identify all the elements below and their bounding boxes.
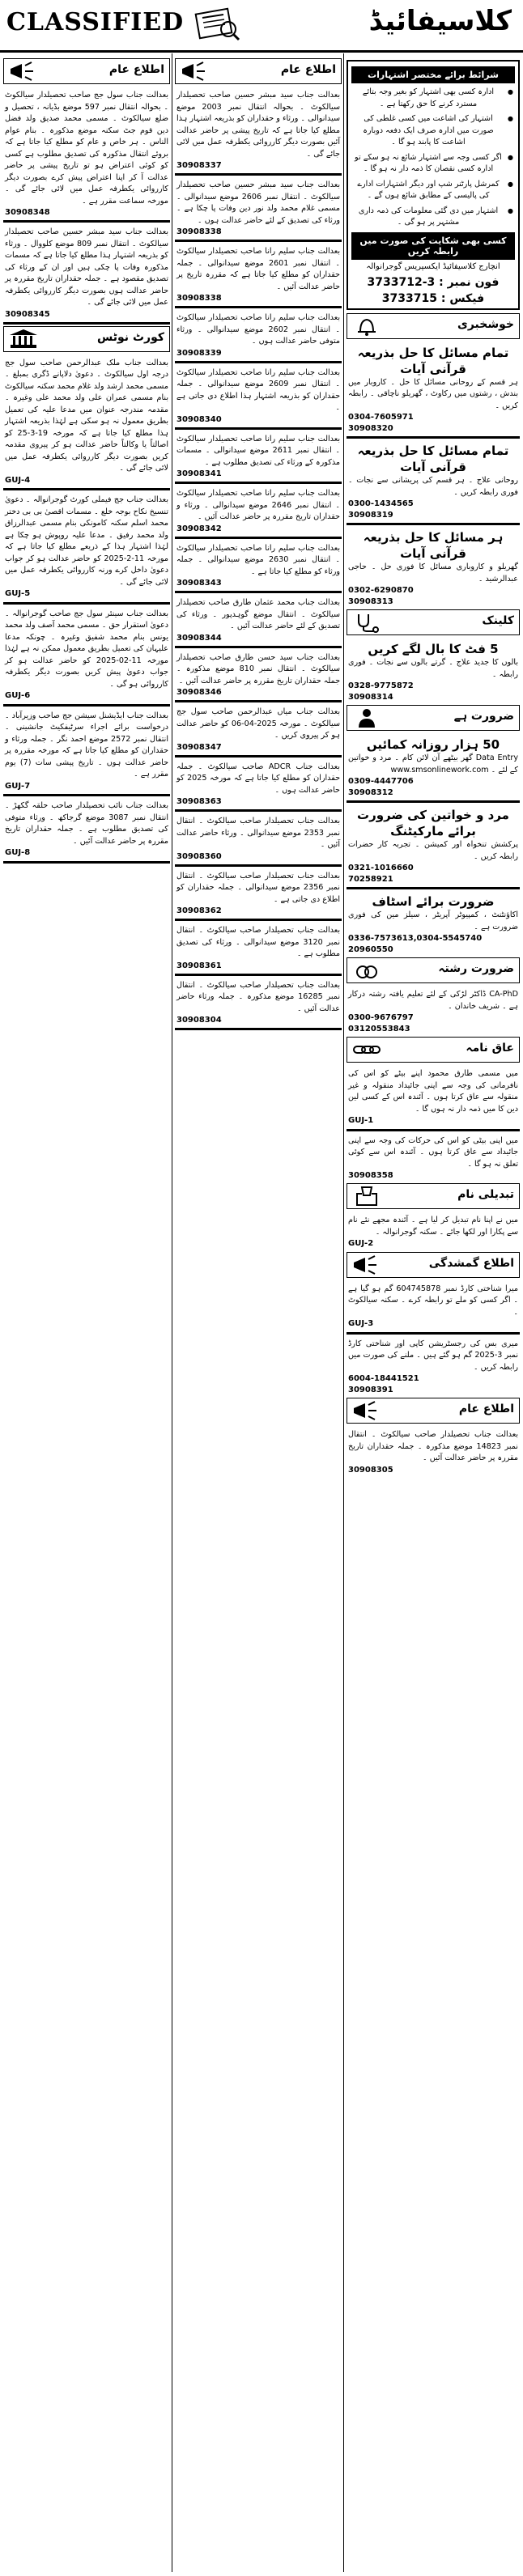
rule-item: ● کمرشل پارٹنر شپ اور دیگر اشتہارات ادارے کی پالیسی کے مطابق شائع ہوں گے ۔ <box>351 177 515 204</box>
ad-reference: 30908338 <box>176 227 222 236</box>
megaphone-icon <box>7 61 40 82</box>
column-right <box>347 57 520 2570</box>
ad-phone: 0300-9676797 <box>348 1013 414 1022</box>
classified-ad: بعدالت جناب سلیم رانا صاحب تحصیلدار سیالکوٹ ۔ انتقال نمبر 2611 موضع سیدانوالی ۔ مسمات مذکورہ کے ورثاء کی تصدیق مطلوب ہے ۔ 30908341 <box>176 434 341 478</box>
classified-ad: بعدالت جناب سلیم رانا صاحب تحصیلدار سیالکوٹ ۔ انتقال نمبر 2630 موضع سیدانوالی ۔ جملہ ورثاء کو مطلع کیا جاتا ہے ۔ 30908343 <box>176 543 340 588</box>
classified-ad: ہر مسائل کا حل بذریعہ قرآنی آیات گھریلو و کاروباری مسائل کا فوری حل ۔ حاجی عبدالرشید ۔ 0302-6290870 30908313 <box>348 530 518 606</box>
classified-ad: تمام مسائل کا حل بذریعہ قرآنی آیات ہر قسم کے روحانی مسائل کا حل ۔ کاروبار میں بندش ، رشتوں میں رکاوٹ ، گھریلو ناچاقی ۔ رابطہ کریں ۔ 0304-7605971 30908320 <box>348 345 518 433</box>
classified-ad: میری بس کی رجسٹریشن کاپی اور شناختی کارڈ نمبر 3-2025 گم ہو گئے ہیں ۔ ملنے کی صورت میں رابطہ کریں ۔ 6004-18441521 30908391 <box>348 1339 518 1394</box>
ad-reference: 30908361 <box>176 961 222 970</box>
ad-reference: 30908319 <box>348 511 393 520</box>
classified-ad: میرا شناختی کارڈ نمبر 604745878 گم ہو گیا ہے ۔ اگر کسی کو ملے تو رابطہ کرے ۔ سکنہ سیالکوٹ ۔ GUJ-3 <box>347 1281 520 1330</box>
rule-item: ● اشتہار میں دی گئی معلومات کی ذمہ داری مشتہر پر ہو گی ۔ <box>351 204 515 231</box>
classified-ad: میں اپنی بیٹی کو اس کی حرکات کی وجہ سے اپنی جائیداد سے عاق کرتا ہوں ۔ آئندہ اس سے کوئی تعلق نہ ہو گا ۔ 30908358 <box>348 1135 518 1180</box>
classified-ad: بعدالت جناب ایڈیشنل سیشن جج صاحب وزیرآباد ۔ درخواست برائے اجراء سرٹیفکیٹ جانشینی ۔ انتقال نمبر 2572 موضع احمد نگر ۔ جملہ ورثاء و حقداران کو مطلع کیا جاتا ہے کہ مورخہ مقررہ پر حاضر عدالت ہوں ۔ تاریخ پیشی سات (7) یوم مقرر ہے ۔ GUJ-7 <box>3 708 170 793</box>
classified-ad: بعدالت جناب ADCR صاحب سیالکوٹ ۔ جملہ حقداران کو مطلع کیا جاتا ہے کہ مورخہ 2025 کو حاضر عدالت ہوں ۔ 30908363 <box>176 762 340 806</box>
ad-separator <box>175 755 342 758</box>
ad-separator <box>347 1332 520 1335</box>
ad-reference: 30908347 <box>176 742 222 752</box>
ad-reference: 30908304 <box>176 1016 222 1025</box>
ad-reference: 30908312 <box>348 788 393 797</box>
ad-separator <box>3 220 170 223</box>
ad-reference: 30908344 <box>176 633 222 643</box>
section-heading-name-change: تبدیلی نام <box>347 1183 520 1209</box>
ad-phone: 6004-18441521 <box>348 1374 419 1383</box>
megaphone-icon <box>351 1400 383 1421</box>
classified-ad: بعدالت جناب تحصیلدار صاحب سیالکوٹ ۔ انتقال نمبر 16285 موضع مذکورہ ۔ جملہ ورثاء حاضر عدالت آئیں ۔ 30908304 <box>176 980 340 1025</box>
phone-line: 3733712-3 : فون نمبر <box>367 275 500 289</box>
ad-reference: 30908339 <box>176 348 222 358</box>
section-heading-good-news: خوشخبری <box>347 313 520 339</box>
classified-ad: میں نے اپنا نام تبدیل کر لیا ہے ۔ آئندہ مجھے نئے نام سے پکارا اور لکھا جائے ۔ سکنہ گوجرانوالہ ۔ GUJ-2 <box>347 1212 520 1250</box>
ad-phone: 0321-1016660 <box>348 864 414 872</box>
classified-ad: بعدالت جناب سید حسن طارق صاحب تحصیلدار سیالکوٹ ۔ انتقال نمبر 810 موضع مذکورہ ۔ جملہ حقداران تاریخ مقررہ پر حاضر عدالت آئیں ۔ 30908346 <box>176 652 340 697</box>
bell-icon <box>351 316 383 337</box>
megaphone-icon <box>351 1254 383 1275</box>
ad-reference: 30908340 <box>176 414 222 424</box>
rule-item: ● ادارہ کسی بھی اشتہار کو بغیر وجہ بتائے مسترد کرنے کا حق رکھتا ہے ۔ <box>351 85 515 112</box>
classified-ad: بعدالت جناب سلیم رانا صاحب تحصیلدار سیالکوٹ ۔ انتقال نمبر 2602 موضع سیدانوالی ۔ ورثاء متوفی حاضر عدالت ہوں ۔ 30908339 <box>176 313 340 358</box>
complaint-contact-heading: کسی بھی شکایت کی صورت میں رابطہ کریں <box>351 232 515 260</box>
classified-ad: بعدالت جناب سید مبشر حسین صاحب تحصیلدار سیالکوٹ ۔ بحوالہ انتقال نمبر 2003 موضع سیدانوالی ۔ ورثاء و حقداران کو بذریعہ اشتہار ہذا مطلع کیا جاتا ہے کہ تاریخ پیشی پر حاضر عدالت آئیں بصورت دیگر کارروائی یکطرفہ عمل میں لائی جائے گی ۔ 30908337 <box>176 91 340 170</box>
ad-reference: GUJ-8 <box>5 848 31 857</box>
ad-separator <box>175 1028 342 1030</box>
ad-separator <box>347 887 520 889</box>
ad-separator <box>175 427 342 430</box>
classified-ad: 50 ہزار روزانہ کمائیں Data Entry گھر بیٹھے آن لائن کام ۔ مرد و خواتین کے لئے ۔ www.smsonlinework.com 0309-4447706 30908312 <box>348 737 519 797</box>
classified-ad: بعدالت جناب سلیم رانا صاحب تحصیلدار سیالکوٹ ۔ انتقال نمبر 2601 موضع سیدانوالی ۔ جملہ حقداران کو مطلع کیا جاتا ہے کہ مقررہ تاریخ پر حاضر عدالت آئیں ۔ 30908338 <box>176 247 340 303</box>
ad-reference: GUJ-6 <box>5 691 31 700</box>
ad-separator <box>347 800 520 803</box>
ad-separator <box>175 591 342 593</box>
classified-ad: بعدالت جناب سینئر سول جج صاحب گوجرانوالہ ۔ دعویٰ استقرار حق ۔ مسمی محمد آصف ولد محمد یونس بنام محمد شفیق وغیرہ ۔ چونکہ مدعا علیہان کی تعمیل بطریق معمول ممکن نہ ہے لہٰذا مورخہ 11-02-2025 کو حاضر عدالت ہو کر جواب دعویٰ پیش کریں بصورت دیگر یکطرفہ کارروائی ہو گی ۔ GUJ-6 <box>3 606 170 702</box>
ad-reference: 30908391 <box>348 1386 393 1394</box>
ad-separator <box>175 482 342 484</box>
ad-separator <box>347 436 520 439</box>
classified-ad: بعدالت جناب سید مبشر حسین صاحب تحصیلدار سیالکوٹ ۔ انتقال نمبر 2606 موضع سیدانوالی ۔ مسمی غلام محمد ولد نور دین وفات پا چکا ہے ۔ ورثاء کی تصدیق کے لئے حاضر عدالت ہوں ۔ 30908338 <box>176 180 340 236</box>
ad-phone: 0328-9775872 <box>348 681 414 690</box>
ad-separator <box>175 173 342 176</box>
megaphone-icon <box>179 61 211 82</box>
ad-reference: 30908360 <box>176 851 222 861</box>
section-heading-public-notice: اطلاع عام <box>347 1398 520 1424</box>
ad-separator <box>3 861 170 864</box>
fax-label: فیکس <box>449 291 485 305</box>
ad-separator <box>3 322 170 325</box>
ad-separator <box>347 1129 520 1131</box>
ad-reference: 30908305 <box>348 1465 393 1475</box>
ad-reference: GUJ-3 <box>348 1319 374 1328</box>
ad-separator <box>175 809 342 812</box>
ad-separator <box>175 864 342 867</box>
classified-ad: بعدالت جناب تحصیلدار صاحب سیالکوٹ ۔ انتقال نمبر 2356 موضع سیدانوالی ۔ جملہ حقداران کو اطلاع دی جاتی ہے ۔ 30908362 <box>176 871 340 915</box>
ad-separator <box>175 306 342 308</box>
ad-separator <box>3 794 170 796</box>
ad-reference: 30908358 <box>348 1171 393 1180</box>
ad-separator <box>3 488 170 490</box>
ad-reference: GUJ-4 <box>5 475 31 485</box>
section-heading-court-notice: کورٹ نوٹس <box>3 326 170 352</box>
person-icon <box>351 707 383 728</box>
header-title-en: CLASSIFIED <box>6 8 185 36</box>
header-title-ur: کلاسیفائیڈ <box>368 5 512 37</box>
rule-item: ● اگر کسی وجہ سے اشتہار شائع نہ ہو سکے تو ادارہ کسی نقصان کا ذمہ دار نہ ہو گا ۔ <box>351 151 515 177</box>
classified-ad: بعدالت جناب تحصیلدار صاحب سیالکوٹ ۔ انتقال نمبر 3120 موضع سیدانوالی ۔ ورثاء کی تصدیق مطلوب ہے ۔ 30908361 <box>176 926 340 970</box>
column-middle <box>175 57 342 2570</box>
ad-phone: 0300-1434565 <box>348 499 414 508</box>
ad-separator <box>175 700 342 702</box>
ad-separator <box>175 646 342 648</box>
rings-icon <box>351 960 383 981</box>
classified-ad: بعدالت جناب سید مبشر حسین صاحب تحصیلدار سیالکوٹ ۔ انتقال نمبر 809 موضع کلووال ۔ ورثاء کو بذریعہ اشتہار ہذا مطلع کیا جاتا ہے کہ مسمات مذکورہ وفات پا چکی ہیں اور ان کے ورثاء کی تصدیق مقصود ہے ۔ جملہ حقداران تاریخ مقررہ پر حاضر عدالت ہوں بصورت دیگر کارروائی یکطرفہ عمل میں لائی جائے گی ۔ 30908345 <box>5 227 168 319</box>
ad-reference: 30908362 <box>176 906 222 915</box>
ad-reference: 30908313 <box>348 597 393 606</box>
ad-reference: GUJ-7 <box>5 781 31 791</box>
ad-separator <box>3 602 170 605</box>
ad-reference: GUJ-5 <box>5 589 31 598</box>
ad-reference: 20960550 <box>348 945 393 954</box>
ad-reference: 30908363 <box>176 797 222 806</box>
ad-separator <box>347 523 520 525</box>
phone-number: 3733712-3 <box>367 275 436 289</box>
classified-ad: تمام مسائل کا حل بذریعہ قرآنی آیات روحانی علاج ۔ ہر قسم کی پریشانی سے نجات ۔ فوری رابطہ کریں ۔ 0300-1434565 30908319 <box>348 443 518 520</box>
ad-reference: 30908320 <box>348 424 393 433</box>
ballot-box-icon <box>351 1186 383 1207</box>
newspaper-icon <box>193 5 241 42</box>
classified-ad: 5 فٹ کا بال لگے کریں بالوں کا جدید علاج ۔ گرتے بالوں سے نجات ۔ فوری رابطہ ۔ 0328-9775872 30908314 <box>348 642 518 702</box>
fax-line: 3733715 : فیکس <box>381 291 485 305</box>
ad-reference: 30908337 <box>176 161 222 170</box>
ad-reference: 30908338 <box>176 294 222 303</box>
classified-ad: بعدالت جناب سلیم رانا صاحب تحصیلدار سیالکوٹ ۔ انتقال نمبر 2646 موضع سیدانوالی ۔ ورثاء و حقداران تاریخ مقررہ پر حاضر عدالت آئیں ۔ 30908342 <box>176 489 340 533</box>
section-heading-clinic: کلینک <box>347 609 520 635</box>
classified-ad: بعدالت جناب نائب تحصیلدار صاحب حلقہ گکھڑ ۔ انتقال نمبر 3087 موضع گرجاکھ ۔ ورثاء متوفی کی تصدیق مطلوب ہے ۔ جملہ حقداران تاریخ مقررہ پر حاضر عدالت آئیں ۔ GUJ-8 <box>3 798 170 859</box>
classified-ad: بعدالت جناب سلیم رانا صاحب تحصیلدار سیالکوٹ ۔ انتقال نمبر 2609 موضع سیدانوالی ۔ جملہ حقداران کو بذریعہ اشتہار ہذا اطلاع دی جاتی ہے ۔ 30908340 <box>176 367 340 424</box>
ad-reference: GUJ-2 <box>348 1239 374 1248</box>
classified-ad: بعدالت جناب ملک عبدالرحمن صاحب سول جج درجہ اول سیالکوٹ ۔ دعویٰ دلاپانے ڈگری بمبلغ ۔ مسمی محمد ارشد ولد غلام محمد سکنہ سیالکوٹ بنام مسمی عمران علی ولد محمد علی وغیرہ ۔ مقدمہ مندرجہ عنوان میں مدعا علیہ کی تعمیل بطریق معمول نہ ہو سکی ہے لہٰذا بذریعہ اشتہار ہذا مطلع کیا جاتا ہے کہ مورخہ 19-3-25 کو اصالتاً یا وکالتاً حاضر عدالت ہو کر پیروی مقدمہ کریں بصورت دیگر کارروائی یکطرفہ عمل میں لائی جائے گی ۔ GUJ-4 <box>3 355 170 487</box>
ad-phone: 0309-4447706 <box>348 777 414 786</box>
ad-separator <box>3 704 170 707</box>
section-heading-disinherit: عاق نامہ <box>347 1037 520 1063</box>
section-heading-public-notice: اطلاع عام <box>3 58 170 84</box>
classified-ad: مرد و خواتین کی ضرورت برائے مارکیٹنگ پرکشش تنخواہ اور کمیشن ۔ تجربہ کار حضرات رابطہ کریں ۔ 0321-1016660 70258921 <box>348 808 518 884</box>
ad-separator <box>175 240 342 242</box>
ad-phone: 0336-7573613,0304-5545740 <box>348 934 483 943</box>
ad-reference: 30908314 <box>348 693 393 702</box>
ad-reference: 30908346 <box>176 688 222 697</box>
classified-ad: بعدالت جناب میاں عبدالرحمن صاحب سول جج سیالکوٹ ۔ مورخہ 2025-04-06 کو حاضر عدالت ہو کر پیروی کریں ۔ 30908347 <box>176 707 340 752</box>
classified-ad: CA-PhD ڈاکٹر لڑکی کے لئے تعلیم یافتہ رشتہ درکار ہے ۔ شریف خاندان ۔ 0300-9676797 03120553843 <box>348 990 518 1033</box>
ad-phone: 0304-7605971 <box>348 413 414 422</box>
ad-separator <box>175 974 342 976</box>
classified-ad: بعدالت جناب تحصیلدار صاحب سیالکوٹ ۔ انتقال نمبر 14823 موضع مذکورہ ۔ جملہ حقداران تاریخ مقررہ پر حاضر عدالت آئیں ۔ 30908305 <box>348 1430 518 1475</box>
column-left <box>3 57 170 2570</box>
section-heading-wanted: ضرورت ہے <box>347 705 520 731</box>
column-divider <box>343 53 344 2572</box>
classified-header <box>0 0 523 53</box>
classified-ad: ضرورت برائے اسٹاف اکاؤنٹنٹ ، کمپیوٹر آپریٹر ، سیلز مین کی فوری ضرورت ہے ۔ 0336-7573613,0304-5545740 20960550 <box>348 894 518 954</box>
section-heading-public-notice: اطلاع عام <box>175 58 342 84</box>
ad-separator <box>175 361 342 363</box>
rule-item: ● اشتہار کی اشاعت میں کسی غلطی کی صورت میں ادارہ صرف ایک دفعہ دوبارہ اشاعت کا پابند ہو گا ۔ <box>351 112 515 151</box>
ad-reference: 30908345 <box>5 309 50 319</box>
rules-heading: شرائط برائے مختصر اشتہارات <box>351 66 515 83</box>
section-heading-marriage: ضرورت رشتہ <box>347 957 520 983</box>
contact-text: انچارج کلاسیفائیڈ ایکسپریس گوجرانوالہ <box>366 261 500 271</box>
phone-label: فون نمبر <box>447 275 500 289</box>
court-building-icon <box>7 329 40 350</box>
ad-reference: 30908343 <box>176 579 222 588</box>
ad-separator <box>175 537 342 539</box>
fax-number: 3733715 <box>381 291 437 305</box>
ad-reference: 30908342 <box>176 524 222 533</box>
ad-reference: 03120553843 <box>348 1025 410 1033</box>
ad-reference: 30908341 <box>176 469 222 478</box>
section-heading-lost: اطلاع گمشدگی <box>347 1252 520 1278</box>
classified-ad: بعدالت جناب جج فیملی کورٹ گوجرانوالہ ۔ دعویٰ تنسیخ نکاح بوجہ خلع ۔ مسمات اقصیٰ بی بی دختر محمد اسلم سکنہ کامونکی بنام مسمی عبدالرزاق ولد محمد رفیق ۔ مدعا علیہ روپوش ہو چکا ہے لہٰذا اشتہار ہذا کے ذریعے مطلع کیا جاتا ہے کہ مورخہ 11-2-2025 کو حاضر عدالت ہو کر جواب دعویٰ داخل کرے ورنہ کارروائی یکطرفہ عمل میں لائی جائے گی ۔ GUJ-5 <box>3 492 170 601</box>
classified-ad: میں مسمی طارق محمود اپنے بیٹے کو اس کی نافرمانی کی وجہ سے اپنی جائیداد منقولہ و غیر منقولہ سے عاق کرتا ہوں ۔ آئندہ اس کے کسی لین دین کا میں ذمہ دار نہ ہوں گا ۔ GUJ-1 <box>347 1066 520 1127</box>
ad-phone: 0302-6290870 <box>348 586 414 595</box>
stethoscope-icon <box>351 612 383 633</box>
classified-ad: بعدالت جناب محمد عثمان طارق صاحب تحصیلدار سیالکوٹ ۔ انتقال موضع گوہدپور ۔ ورثاء کی تصدیق کے لئے حاضر عدالت آئیں ۔ 30908344 <box>176 598 340 643</box>
chain-icon <box>351 1039 383 1060</box>
ad-reference: 70258921 <box>348 875 393 884</box>
ad-separator <box>175 919 342 921</box>
classified-ad: بعدالت جناب تحصیلدار صاحب سیالکوٹ ۔ انتقال نمبر 2353 موضع سیدانوالی ۔ ورثاء حاضر عدالت آئیں ۔ 30908360 <box>176 817 340 861</box>
ad-reference: GUJ-1 <box>348 1116 374 1125</box>
ad-reference: 30908348 <box>5 208 50 217</box>
classified-ad: بعدالت جناب سول جج صاحب تحصیلدار سیالکوٹ ۔ بحوالہ انتقال نمبر 597 موضع بڈیانہ ، تحصیل و ضلع سیالکوٹ ۔ مسمی محمد صدیق ولد فضل دین قوم جٹ سکنہ موضع مذکورہ ۔ بنام عوام الناس ۔ ہر خاص و عام کو مطلع کیا جاتا ہے کہ بروئے انتقال مذکورہ کی تصدیق مطلوب ہے کسی کو کوئی اعتراض ہو تو تاریخ پیشی پر حاضر عدالت آ کر اپنا اعتراض پیش کرے بصورت دیگر کارروائی یکطرفہ عمل میں لائی جائے گی ۔ مورخہ سماعت مقرر ہے ۔ 30908348 <box>5 91 168 217</box>
ad-rules-box <box>347 60 520 310</box>
